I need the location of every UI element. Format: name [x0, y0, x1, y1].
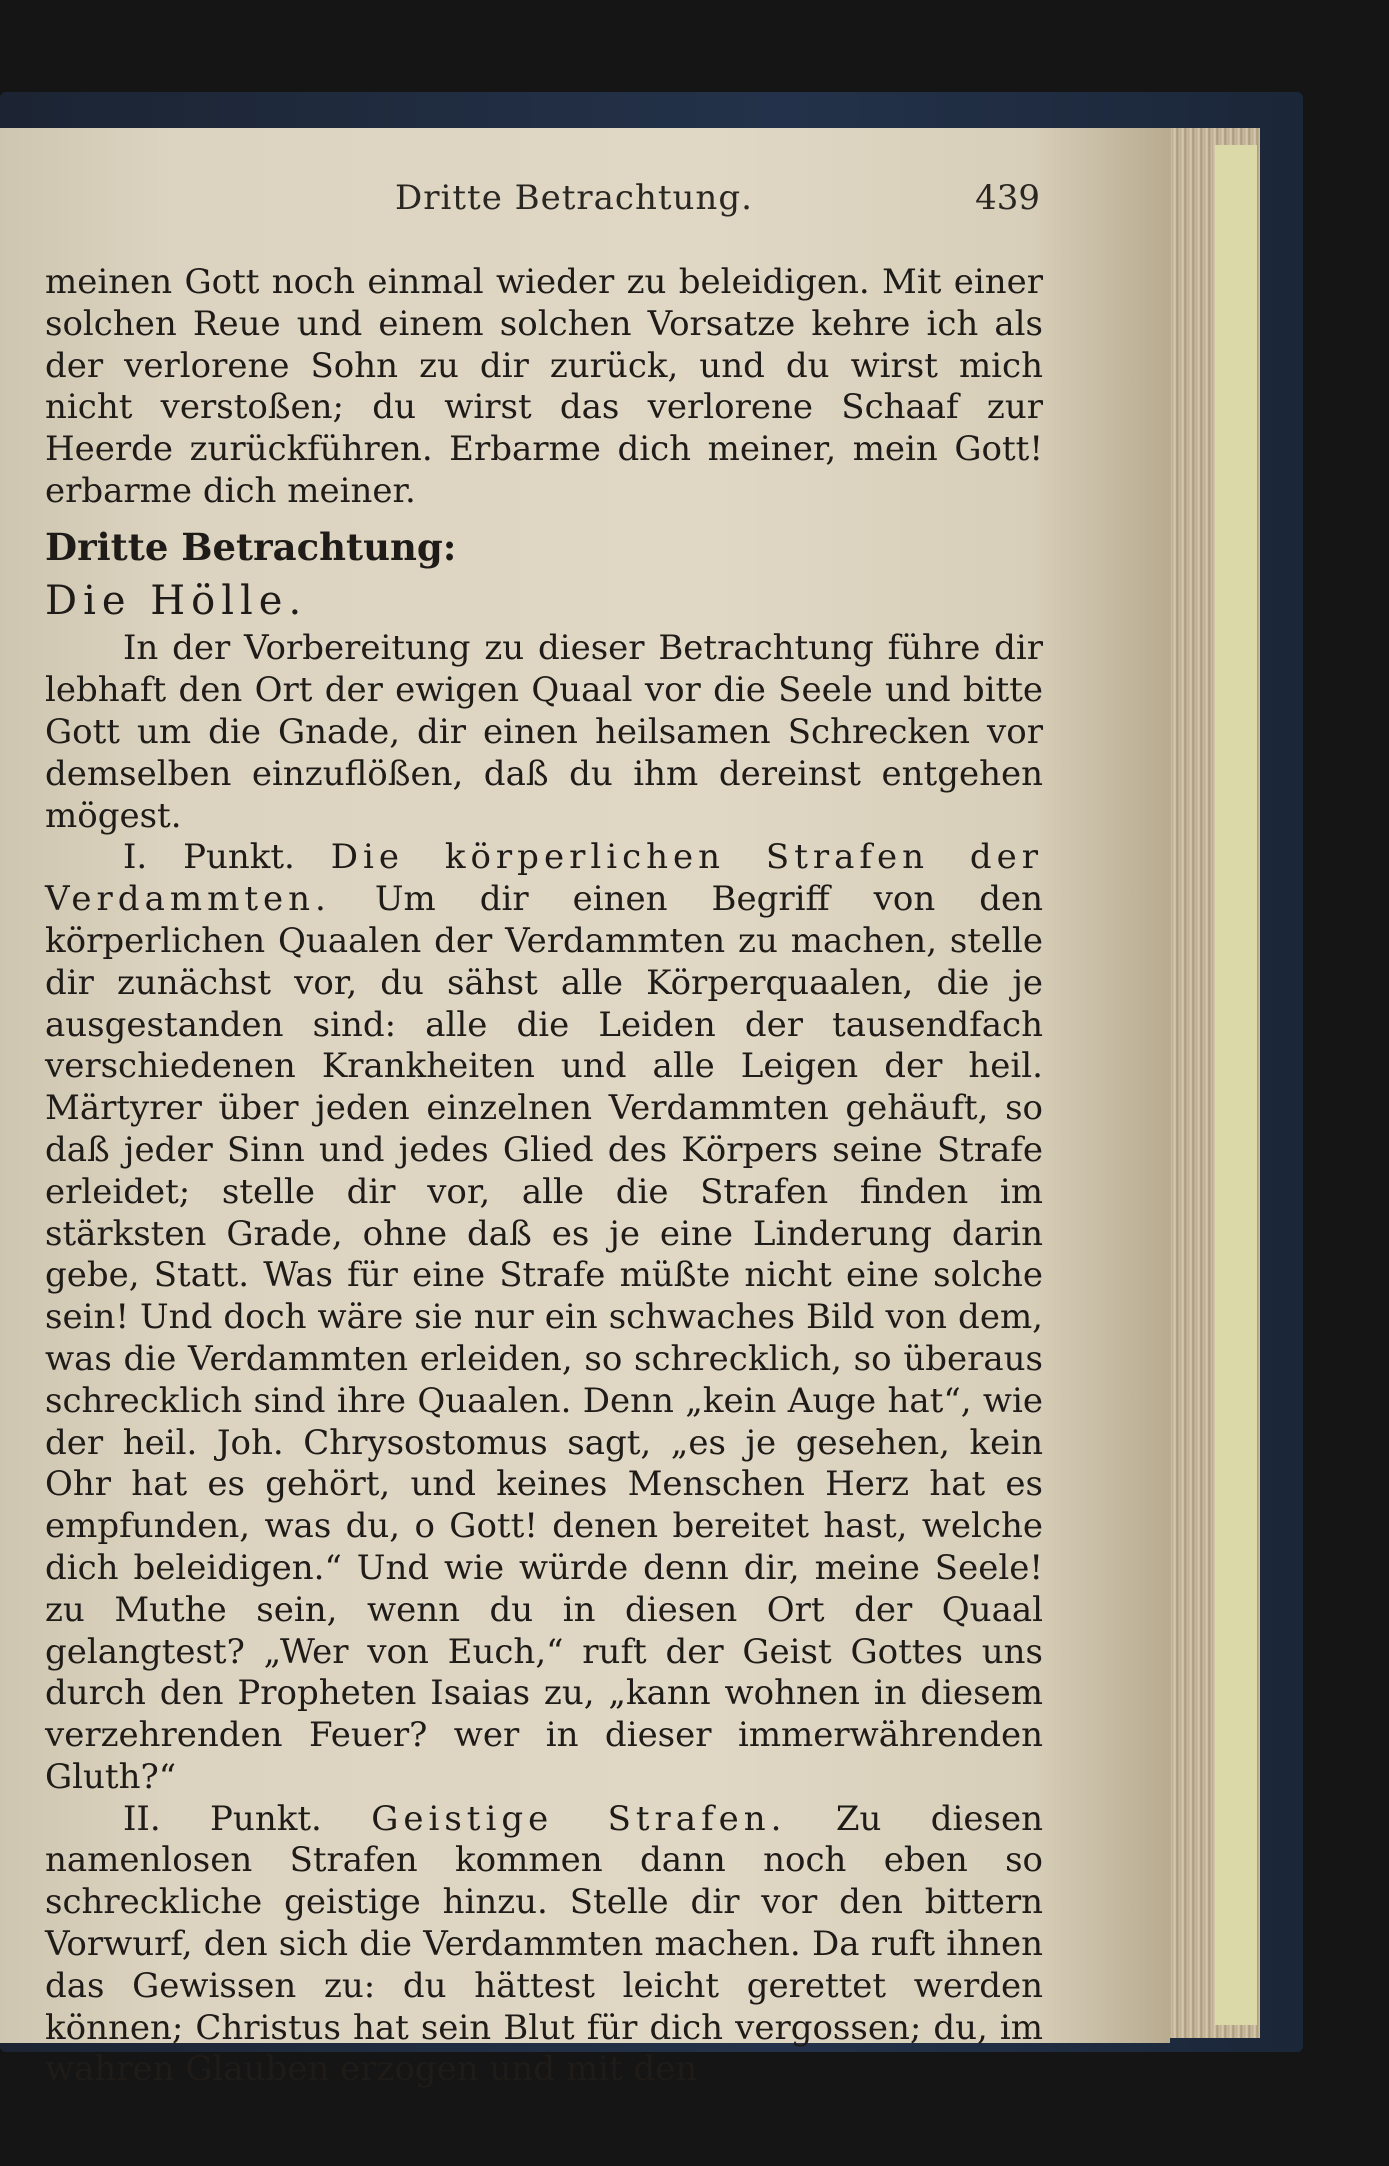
- point-1-label: I. Punkt.: [123, 837, 295, 878]
- section-heading: Dritte Betrachtung:: [45, 524, 457, 569]
- point-2-text: Zu diesen namenlosen Strafen kommen dann noch eben so schreckliche geistige hinzu. Stelle dir vor den bittern Vorwurf, den sich die Verdammten machen. Da ruft ihnen das Gewissen zu: du hättest leicht gerettet werden können; Christus hat sein Blut für dich vergossen; du, im wahren Glauben erzogen und mit den: [45, 1798, 1043, 2090]
- bookmark-edge: [1215, 145, 1257, 2025]
- running-head: [380, 170, 1040, 220]
- running-head-title: Dritte Betrachtung.: [395, 178, 753, 218]
- point-1-title: Die körperlichen Strafen der Verdammten.: [45, 837, 1043, 920]
- point-1-text: Um dir einen Begriff von den körperlichen Quaalen der Verdammten zu machen, stelle dir zunächst vor, du sähst alle Körperquaalen, die je ausgestanden sind: alle die Leiden der tausendfach verschiedenen Krankheiten und alle Leigen der heil. Märtyrer über jeden einzelnen Verdammten gehäuft, so daß jeder Sinn und jedes Glied des Körpers seine Strafe erleidet; stelle dir vor, alle die Strafen finden im stärksten Grade, ohne daß es je eine Linderung darin gebe, Statt. Was für eine Strafe müßte nicht eine solche sein! Und doch wäre sie nur ein schwaches Bild von dem, was die Verdammten erleiden, so schrecklich, so überaus schrecklich sind ihre Quaalen. Denn „kein Auge hat“, wie der heil. Joh. Chrysostomus sagt, „es je gesehen, kein Ohr hat es gehört, und keines Menschen Herz hat es empfunden, was du, o Gott! denen bereitet hast, welche dich beleidigen.“ Und wie würde denn dir, meine Seele! zu Muthe sein, wenn du in diesen Ort der Quaal gelangtest? „Wer von Euch,“ ruft der Geist Gottes uns durch den Propheten Isaias zu, „kann wohnen in diesem verzehrenden Feuer? wer in dieser immerwährenden Gluth?“: [45, 879, 1043, 1797]
- point-2-title: Geistige Strafen.: [371, 1798, 787, 1839]
- paragraph-intro: meinen Gott noch einmal wieder zu beleidigen. Mit einer solchen Reue und einem solchen Vorsatze kehre ich als der verlorene Sohn zu dir zurück, und du wirst mich nicht verstoßen; du wirst das verlorene Schaaf zur Heerde zurückführen. Erbarme dich meiner, mein Gott! erbarme dich meiner.: [45, 262, 1043, 511]
- paragraph-point-1: [45, 837, 1043, 1798]
- page-body: [45, 262, 1043, 2091]
- paragraph-preparation: In der Vorbereitung zu dieser Betrachtung führe dir lebhaft den Ort der ewigen Quaal vor die Seele und bitte Gott um die Gnade, dir einen heilsamen Schrecken vor demselben einzuflößen, daß du ihm dereinst entgehen mögest.: [45, 628, 1043, 836]
- point-2-label: II. Punkt.: [123, 1798, 322, 1839]
- section-subheading: Die Hölle.: [45, 577, 308, 624]
- paragraph-point-2: [45, 1799, 1043, 2092]
- page-number: 439: [975, 178, 1040, 218]
